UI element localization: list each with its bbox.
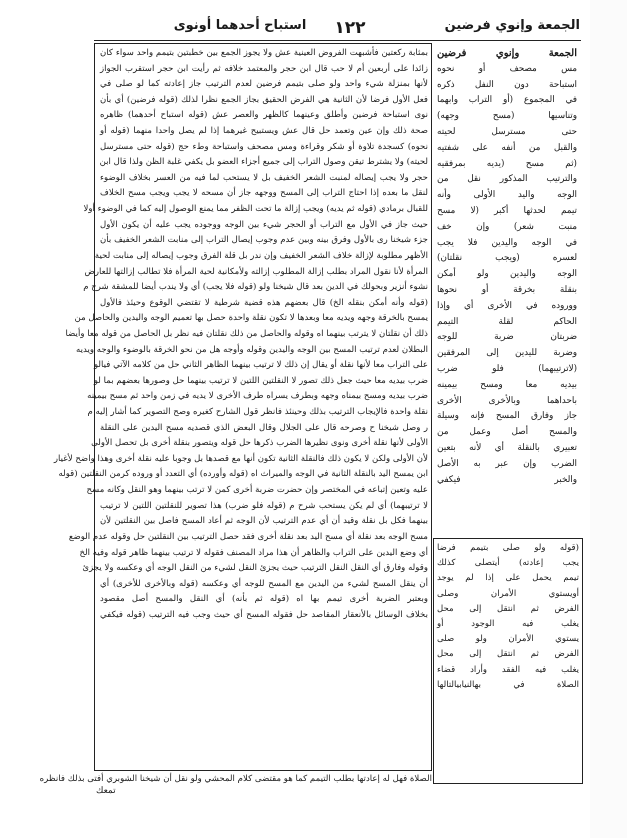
text-line: فعل الأول فرضا لأن الثانية هي الفرض الحقيق بجاز الجمع نظرا لذلك (قوله فرضين) أي بأن (100, 94, 428, 105)
page-number: ١٢٢ (334, 18, 366, 38)
margin-line: الوجه واليدين ولو أمكن (437, 269, 577, 280)
text-line: (قوله وأنه أمكن بنقله الخ) قال بعضهم هذه قضية شرطية لا تقتضي الوقوع وحيئذ فالأول (100, 297, 428, 308)
text-line: وبعتبر الضربة أخرى تيمم بها اه (قوله ثم بأنه) أي النقل والمسح أصل مقصود (100, 594, 428, 605)
margin-box-line: (قوله ولو صلى بتيمم فرضا (437, 543, 579, 553)
margin-line: الحاكم لقلة التيمم (437, 316, 577, 327)
text-line: للقبال برمادي (قوله ثم يديه) ويجب إزالة ما تحت الظفر مما يمنع الوصول إليه كما في الوضوء أولا (83, 204, 428, 215)
margin-line: جاز وفارق المسح فإنه وسيلة (437, 411, 577, 422)
text-line: على التراب معا لأنها نقلة أو يقال إن ذلك لا ترتيب بينهما الظاهر الثاني حل من كلامه الآتي فيالو (93, 360, 428, 371)
catchword: تمعك (96, 786, 116, 796)
margin-box-line: الفرض ثم انتقل إلى محل (437, 649, 579, 660)
footer-gloss-line: الصلاة فهل له إعادتها بطلب التيمم كما هو مقتضى كلام المحشي ولو نقل أن شيخنا الشوبري أفتى بذلك فانظره (39, 774, 432, 784)
margin-line: وضربة لليدين إلى المرفقين (437, 348, 577, 359)
margin-line: تيمم لحدثها أكبر (لا مسح (437, 205, 577, 216)
text-line: بمثابة ركعتين فأشبهت الفروض العينية عش ولا يجوز الجمع بين خطبتين بتيمم واحد سواء كان (100, 48, 428, 58)
scan-edge (590, 0, 627, 838)
text-line: نحوه) كسجدة تلاوة أو شكر وقراءة ومس مصحف واستباحة وطء حج (قوله حتى مسترسل (100, 141, 428, 152)
header-margin-title: الجمعة وإنوي فرضين (444, 18, 580, 33)
margin-line: تعبيري بالنقلة أي لأنه بتعين (437, 442, 577, 453)
margin-line: استباحة دون النفل ذكره (437, 79, 577, 90)
text-line: جزء شيخنا رى بالأول وفرق بينه وبين عدم وجوب إيصال التراب إلى منابت الشعر الخفيف بأن (100, 235, 428, 246)
text-line: يمسح بالخرقة وجهه ويديه معا وبعدها لا تكون نقلة واحدة حصل بها تعميم الوجه واليدين والحاصل من (74, 313, 428, 324)
margin-box-line: يغلب فيه الوجود أو (437, 618, 579, 629)
margin-line: لعسره (ويجب نقلتان) (437, 253, 577, 264)
text-line: مسح الوجه بعد نقلة أي مسح اليد بعد نقلة أخرى فقد حصل الترتيب بين النقلتين حل وقوله عدم الوضع (68, 531, 428, 542)
margin-box-line: تيمم يحمل على إذا لم يوجد (437, 573, 579, 584)
text-line: لا ترتيبهما) أي لم يكن يستحب شرح م (قوله فلو ضرب) هذا تصوير للنقلتين اللتين لا ترتيب (100, 500, 428, 511)
margin-line: باحداهما وبالأخرى الأخرى (437, 395, 577, 406)
text-line: صحة ذلك وإن عين وتعمد حل قال عش ويستبيح غيرهما إذا لم يصل واحدا منهما (قوله أو (100, 126, 428, 137)
margin-line: مس مصحف أو نحوه (437, 63, 577, 74)
text-line: ضرب بيديه معا حيث جعل ذلك تصور لا النقلتين اللتين لا ترتيب بينهما حل وصورها بعضهم بما لو (93, 375, 428, 386)
margin-line: بنقلة بخرقة أو نحوها (437, 284, 577, 295)
margin-box-line: أويستوي الأمران وصلى (437, 588, 579, 599)
margin-line: ووروده في الأخرى أي وإذا (437, 300, 577, 311)
text-line: نشوء أنزير وبحولك في الدين بعد قال شيخنا ولو (قوله فلا يجب) أي ولا يندب أيضا للمشقة شرح م (83, 282, 428, 293)
text-line: الأظهر مطلوبة لإزالة خلاف الشعر الخفيف وإن ندر بل قلة الفرق وجوب إيصاله إلى منابت لحية (94, 250, 428, 261)
text-line: نوى استباحة فرضين وأطلق وعينهما كالظهر والعصر عش (قوله استباح أحدهما) ظاهره (100, 110, 428, 121)
margin-line: ضربتان ضربة للوجه (437, 332, 577, 343)
text-line: وقوله وفارق أي النقل النقل الترتيب حيث يجزئ النقل لشيء من النقل الوجه أي وعكسه ولا يجزئ (82, 563, 428, 574)
margin-box-line: يغلب فيه الفقد وأراد قضاء (437, 664, 579, 675)
margin-line: (ثم مسح (يديه بمرفقيه (437, 158, 577, 169)
text-line: لأنها بمنزلة شيء واحد ولو صلى بتيمم فرضين لعدم الترتيب جاز إعادته كما لو صلى في (100, 79, 428, 90)
text-line: ابن يمسح اليد بالنقلة الثانية في الوجه والميراث اه (قوله وأورده) أي التعدد أو وروده كرمن النقلتين (قوله (58, 469, 428, 480)
margin-line: في الوجه واليدين فلا يجب (437, 237, 577, 248)
margin-box-line: يستوي الأمران ولو صلى (437, 634, 579, 645)
margin-line: والقبل من أنفه على شفتيه (437, 142, 577, 153)
text-line: لأن الأولى ولكن لا يكون ذلك فالنقلة الثانية تكون أنها مع قصدها بل وجوبا عليه نقلة أخرى وهذا واضح لأغيار (53, 453, 428, 464)
margin-matn-text (437, 46, 577, 536)
text-line: بخلاف الوسائل بالأنعقار المقاصد حل فقوله المسح أي حيث وجب فيه الترتيب (قوله فيكفي (100, 609, 428, 620)
margin-line: وتناسيها (مسح وجهه) (437, 111, 577, 122)
margin-line: في المجموع (أو التراب وابهما (437, 95, 577, 106)
text-line: حيث جاز في الأول مع التراب أو الحجر شيء بين الوجه ووجوده يجب عليه أن يكون الأول (100, 219, 428, 230)
margin-line: الجمعة وإنوي فرضين (437, 48, 577, 59)
text-line: ر وصل شيخنا ح وصرحه قال على الجلال وقال البعض الذي قصديه مسح اليدين على النقلة (100, 422, 428, 433)
margin-line: (لاترتيبهما) فلو ضرب (437, 363, 577, 374)
margin-line: والمسح أصل وعمل من (437, 427, 577, 438)
margin-line: والترتيب المذكور نقل من (437, 174, 577, 185)
text-line: نقلة واحدة فالإيجاب الترتيب بذلك وحينئذ فانظر قول الشارح كغيره وصح التصوير كما أشار إليه م (87, 407, 428, 418)
text-line: زائدا على أربعين أم لا حب قال ابن حجر والمعتمد خلافه ثم رأيت ابن حجر استقرب الجواز (100, 63, 428, 74)
header-running-title: استباح أحدهما أونوى (173, 18, 307, 33)
margin-box-line: الصلاة في بهالنيابيالتالها (437, 679, 579, 690)
margin-line: الوجه واليد الأولى وأنه (437, 190, 577, 201)
main-commentary-text (53, 46, 428, 766)
text-line: ضرب بيديه ومسح بيمناه وجهه وبطرف يسراه طرف الأخرى لا يديه في زمن واحد ثم مسح بيمينه (87, 391, 428, 402)
text-line: عليه وتعين إتباعه في المختصر وإن حضرت ضربة أخرى كمن لا ترتب بينهما وهو النقل وكانه مسح (86, 485, 428, 496)
text-line: لحيته) ولا يشترط تيقن وصول التراب إلى جميع أجزاء العضو بل يكفي غلبة الظن ولذا قال ابن (99, 157, 428, 168)
text-line: أي وضع اليدين على التراب والظاهر أن هذا مراد المصنف فقوله لا ترتيب بينهما ظاهر قوله وفيه الخ (79, 547, 428, 558)
margin-box-line: يجب إعادته) أيتصلى كذلك (437, 558, 579, 569)
text-line: أن ينقل المسح لشيء من اليدين مع المسح للوجه أي وعكسه (قوله وبالأخرى للأخرى) أي (100, 578, 428, 589)
text-line: حجر ولا يجب إيصاله لمنبت الشعر الخفيف بل لا يستحب لما فيه من العسر بخلاف الوضوء (100, 172, 428, 183)
text-line: المرأة لأنا نقول المراد بطلب إزالة المطلوب إزالته ولأمكانية لحية المرأة فلا تطالب إزالتها للعارض (84, 266, 428, 277)
header-rule (94, 40, 581, 41)
margin-line: حتى مسترسل لحيته (437, 126, 577, 137)
margin-line: بيديه معا ومسح بيمينه (437, 379, 577, 390)
margin-box-line: الفرض ثم انتقل إلى محل (437, 603, 579, 614)
text-line: لنقل ما بعده إذا احتاج التراب إلى المسح ووجهه جاز أن مسحه لا يجب ويجب مسح الخلاف (100, 188, 428, 199)
text-line: بينهما فكل بل نقلة وقيد أن أي عدم الترتيب لأن الوجه ثم أعاد المسح فاصل بين النقلتين لأن (100, 516, 428, 527)
text-line: البطلان لعدم ترتيب المسح بين الوجه واليدين وقوله وأوجه هل من نحو الخرقة بالوضوء والوجه ويديه (75, 344, 428, 355)
text-line: ذلك أن نقلتان لا يترتب بينهما اه وقوله والحاصل من ذلك نقلتان فيه نظر بل الحاصل من قوله معا وأيضا (65, 328, 428, 339)
text-line: الأولى لأنها نقلة أخرى ونوى نظيرها الضرب ذكرها حل قوله ويتصور بنقلة أخرى بل تحصل الأولى (91, 438, 428, 449)
margin-line: الضرب وإن عبر به الأصل (437, 458, 577, 469)
margin-line: منبت شعر) وإن خف (437, 221, 577, 232)
margin-box-gloss (437, 541, 579, 781)
margin-line: والخبر فيكفي (437, 474, 577, 485)
